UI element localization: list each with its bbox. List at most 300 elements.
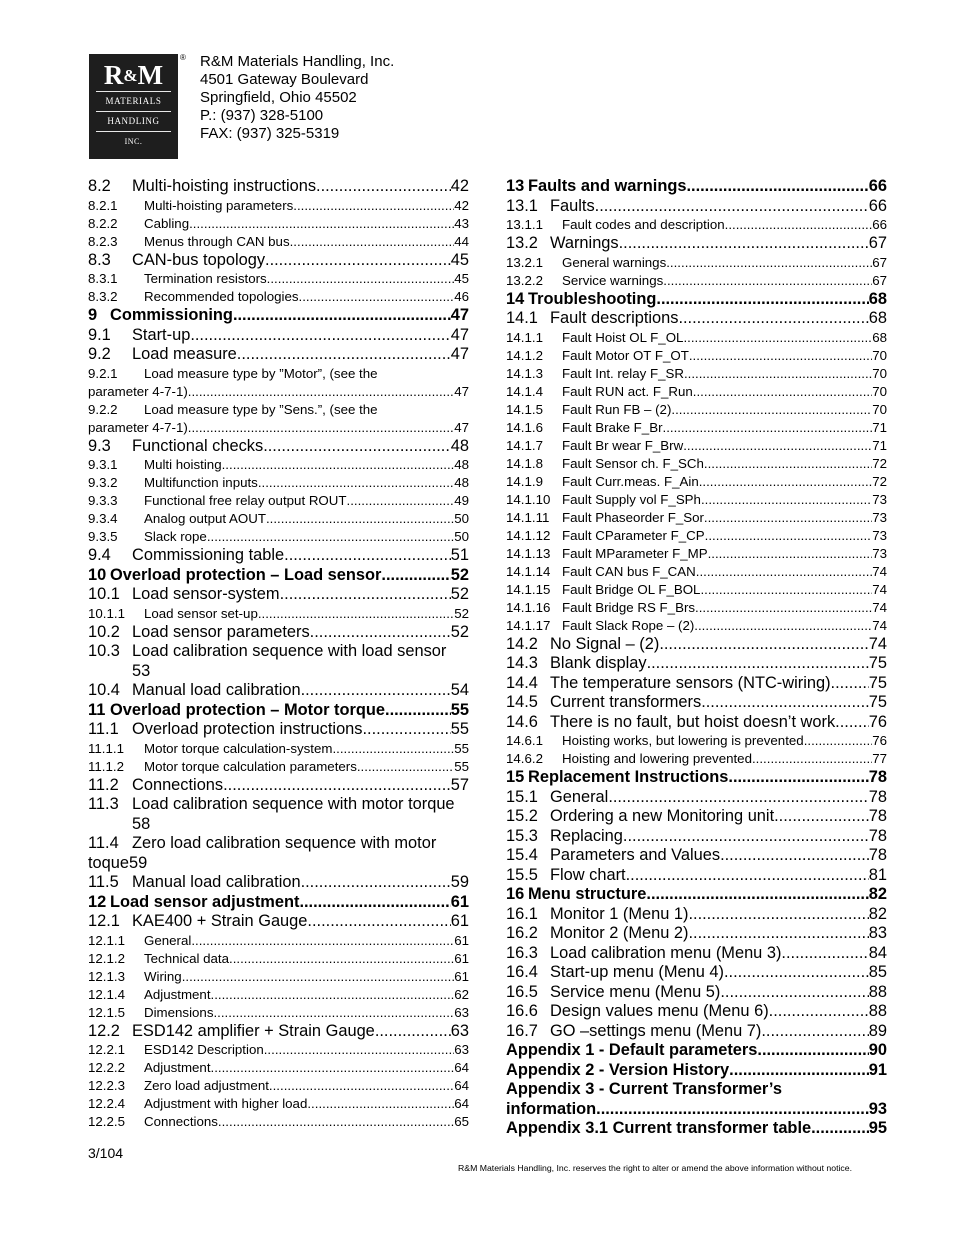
toc-page: 78 bbox=[868, 807, 887, 825]
toc-leader bbox=[188, 419, 454, 437]
toc-entry[interactable] bbox=[506, 635, 887, 655]
company-logo bbox=[89, 54, 178, 159]
toc-entry[interactable] bbox=[88, 605, 469, 623]
toc-number: 14.2 bbox=[506, 634, 538, 653]
toc-entry[interactable] bbox=[88, 1059, 469, 1077]
toc-entry[interactable] bbox=[88, 270, 469, 288]
toc-entry[interactable] bbox=[88, 950, 469, 968]
toc-page: 95 bbox=[868, 1119, 887, 1137]
toc-number: 14.1 bbox=[506, 309, 538, 327]
toc-entry[interactable] bbox=[506, 491, 887, 509]
toc-entry[interactable] bbox=[506, 197, 887, 217]
toc-number: 14.3 bbox=[506, 654, 538, 672]
toc-page: 83 bbox=[868, 924, 887, 942]
toc-entry[interactable] bbox=[506, 807, 887, 827]
toc-entry[interactable] bbox=[88, 510, 469, 528]
toc-entry-line bbox=[88, 401, 469, 419]
toc-number: 12.2.3 bbox=[88, 1078, 125, 1093]
toc-entry-line bbox=[88, 419, 469, 437]
toc-number: 12.1.5 bbox=[88, 1004, 125, 1020]
toc-leader bbox=[222, 456, 455, 474]
toc-page: 68 bbox=[872, 329, 887, 345]
toc-entry[interactable] bbox=[88, 306, 469, 326]
toc-number: 14.1.11 bbox=[506, 509, 550, 525]
toc-leader bbox=[757, 1041, 868, 1061]
toc-title: Adjustment bbox=[144, 1060, 211, 1075]
address-line: R&M Materials Handling, Inc. bbox=[200, 53, 395, 70]
toc-page: 74 bbox=[872, 617, 887, 633]
toc-number: 15.3 bbox=[506, 826, 538, 845]
toc-entry[interactable] bbox=[88, 1004, 469, 1022]
toc-page: 72 bbox=[872, 473, 887, 489]
toc-leader bbox=[357, 758, 454, 776]
toc-page: 90 bbox=[868, 1041, 887, 1059]
toc-title: Fault Bridge OL F_BOL bbox=[562, 581, 701, 597]
toc-entry[interactable] bbox=[88, 932, 469, 950]
toc-leader bbox=[267, 270, 455, 288]
toc-leader bbox=[211, 1059, 455, 1077]
toc-page: 88 bbox=[868, 982, 887, 1001]
toc-title: Wiring bbox=[144, 968, 182, 984]
toc-entry[interactable] bbox=[88, 566, 469, 586]
toc-entry[interactable] bbox=[88, 215, 469, 233]
toc-title: Fault Supply vol F_SPh bbox=[562, 491, 701, 507]
toc-page: 42 bbox=[450, 177, 469, 195]
toc-leader bbox=[831, 674, 869, 694]
toc-page: 53 bbox=[132, 661, 151, 680]
toc-entry[interactable] bbox=[88, 642, 469, 681]
toc-number: 9.3 bbox=[88, 436, 111, 455]
toc-page: 73 bbox=[872, 545, 887, 561]
toc-entry[interactable] bbox=[506, 177, 887, 197]
toc-title: Motor torque calculation-system bbox=[144, 740, 333, 756]
toc-page: 84 bbox=[868, 943, 887, 962]
toc-entry[interactable] bbox=[88, 1022, 469, 1042]
toc-leader bbox=[332, 740, 454, 758]
toc-page: 74 bbox=[872, 581, 887, 597]
toc-title: Troubleshooting bbox=[528, 289, 657, 308]
toc-entry[interactable] bbox=[506, 732, 887, 750]
toc-title: Multifunction inputs bbox=[144, 475, 258, 490]
toc-entry[interactable] bbox=[506, 846, 887, 866]
toc-entry-line bbox=[88, 795, 469, 815]
toc-page: 42 bbox=[454, 197, 469, 213]
toc-number: 16.1 bbox=[506, 904, 538, 923]
toc-entry[interactable] bbox=[88, 233, 469, 251]
toc-entry[interactable] bbox=[506, 1119, 887, 1139]
toc-entry[interactable] bbox=[88, 492, 469, 510]
toc-leader bbox=[659, 635, 868, 655]
toc-leader bbox=[804, 732, 873, 750]
toc-entry[interactable] bbox=[506, 1080, 887, 1119]
toc-entry[interactable] bbox=[88, 795, 469, 834]
toc-leader bbox=[258, 474, 454, 492]
toc-page: 70 bbox=[872, 383, 887, 399]
toc-leader bbox=[223, 776, 451, 796]
toc-leader bbox=[663, 272, 872, 290]
address-line: P.: (937) 328-5100 bbox=[200, 107, 324, 124]
toc-number: 12 bbox=[88, 892, 107, 911]
toc-number: 11.3 bbox=[88, 795, 119, 813]
toc-number: 9.2 bbox=[88, 345, 111, 363]
toc-entry[interactable] bbox=[506, 944, 887, 964]
toc-leader bbox=[280, 585, 451, 605]
toc-entry-line bbox=[88, 854, 469, 874]
toc-page: 59 bbox=[450, 873, 469, 891]
toc-title-cont: toque bbox=[88, 853, 130, 872]
toc-leader bbox=[284, 546, 451, 566]
toc-leader bbox=[689, 347, 872, 365]
toc-leader bbox=[619, 234, 869, 254]
toc-title: General warnings bbox=[562, 254, 667, 270]
toc-entry[interactable] bbox=[88, 326, 469, 346]
toc-entry[interactable] bbox=[506, 693, 887, 713]
toc-entry[interactable] bbox=[506, 827, 887, 847]
toc-page: 66 bbox=[872, 217, 887, 232]
toc-number: 11.1.1 bbox=[88, 740, 124, 756]
toc-number: 9 bbox=[88, 306, 98, 324]
toc-number: 15.5 bbox=[506, 865, 538, 884]
toc-title: Fault Run FB – (2) bbox=[562, 401, 672, 417]
toc-page: 51 bbox=[450, 546, 469, 564]
toc-entry[interactable] bbox=[506, 885, 887, 905]
toc-number: 14.1.4 bbox=[506, 383, 543, 399]
toc-number: 14.6.2 bbox=[506, 751, 543, 766]
toc-leader bbox=[385, 701, 451, 721]
toc-number: 9.3.2 bbox=[88, 475, 118, 490]
toc-number: 8.3.2 bbox=[88, 289, 118, 304]
toc-title: Parameters and Values bbox=[550, 846, 721, 864]
toc-entry-line bbox=[506, 1100, 887, 1120]
toc-leader bbox=[375, 1022, 451, 1042]
toc-entry[interactable] bbox=[506, 401, 887, 419]
toc-entry[interactable] bbox=[88, 968, 469, 986]
toc-title: Load sensor parameters bbox=[132, 622, 310, 641]
toc-entry[interactable] bbox=[506, 788, 887, 808]
toc-title: Replacing bbox=[550, 826, 623, 845]
toc-entry[interactable] bbox=[506, 617, 887, 635]
toc-left-column bbox=[88, 177, 469, 1131]
toc-entry[interactable] bbox=[506, 419, 887, 437]
toc-leader bbox=[781, 944, 868, 964]
toc-leader bbox=[623, 827, 869, 847]
toc-title: KAE400 + Strain Gauge bbox=[132, 912, 308, 930]
toc-entry[interactable] bbox=[506, 768, 887, 788]
toc-page: 77 bbox=[872, 751, 887, 766]
toc-entry[interactable] bbox=[506, 599, 887, 617]
toc-page: 65 bbox=[454, 1114, 469, 1129]
toc-entry[interactable] bbox=[506, 654, 887, 674]
toc-title: General bbox=[550, 787, 609, 806]
toc-leader bbox=[720, 846, 869, 866]
toc-title: Monitor 1 (Menu 1) bbox=[550, 904, 689, 923]
toc-page: 78 bbox=[868, 787, 887, 806]
toc-leader bbox=[233, 306, 451, 326]
toc-title: Technical data bbox=[144, 950, 230, 966]
toc-page: 58 bbox=[132, 814, 151, 833]
toc-leader bbox=[729, 1061, 869, 1081]
toc-number: 12.2.5 bbox=[88, 1114, 125, 1129]
toc-page: 82 bbox=[868, 904, 887, 923]
toc-title: Manual load calibration bbox=[132, 681, 301, 699]
toc-title: Warnings bbox=[550, 234, 619, 252]
toc-page: 52 bbox=[454, 605, 469, 621]
toc-leader bbox=[213, 1004, 454, 1022]
toc-page: 48 bbox=[454, 475, 469, 490]
toc-number: 11.1.2 bbox=[88, 758, 124, 774]
toc-number: 10.4 bbox=[88, 681, 120, 699]
toc-entry[interactable] bbox=[88, 701, 469, 721]
toc-leader bbox=[720, 983, 868, 1003]
toc-title: Functional free relay output ROUT bbox=[144, 493, 347, 508]
toc-page: 47 bbox=[450, 345, 469, 363]
toc-entry[interactable] bbox=[506, 1002, 887, 1022]
toc-leader bbox=[700, 581, 872, 599]
toc-page: 71 bbox=[872, 437, 887, 453]
toc-entry[interactable] bbox=[88, 912, 469, 932]
toc-page: 88 bbox=[868, 1002, 887, 1020]
toc-entry[interactable] bbox=[88, 681, 469, 701]
toc-entry[interactable] bbox=[506, 455, 887, 473]
toc-entry[interactable] bbox=[506, 1061, 887, 1081]
toc-number: 12.1.4 bbox=[88, 986, 125, 1002]
toc-entry[interactable] bbox=[506, 924, 887, 944]
toc-page: 55 bbox=[450, 700, 469, 719]
toc-title: Appendix 3 - Current Transformer’s bbox=[506, 1080, 782, 1098]
toc-title: Slack rope bbox=[144, 529, 207, 544]
toc-entry[interactable] bbox=[506, 713, 887, 733]
toc-entry[interactable] bbox=[88, 177, 469, 197]
toc-number: 14.1.17 bbox=[506, 617, 551, 633]
toc-entry[interactable] bbox=[88, 528, 469, 546]
toc-leader bbox=[835, 713, 869, 733]
toc-entry[interactable] bbox=[506, 905, 887, 925]
toc-entry[interactable] bbox=[506, 866, 887, 886]
toc-title: Overload protection – Motor torque bbox=[110, 700, 386, 719]
toc-entry[interactable] bbox=[506, 509, 887, 527]
toc-entry[interactable] bbox=[506, 254, 887, 272]
toc-entry[interactable] bbox=[506, 437, 887, 455]
toc-entry[interactable] bbox=[88, 288, 469, 306]
toc-entry[interactable] bbox=[88, 251, 469, 271]
toc-entry[interactable] bbox=[88, 873, 469, 893]
toc-number: 14.1.13 bbox=[506, 545, 551, 561]
toc-title: Fault codes and description bbox=[562, 217, 725, 232]
toc-title: Adjustment bbox=[144, 986, 211, 1002]
toc-entry[interactable] bbox=[506, 563, 887, 581]
toc-title: Commissioning bbox=[110, 306, 233, 324]
toc-leader bbox=[307, 912, 450, 932]
toc-entry[interactable] bbox=[506, 329, 887, 347]
toc-title: Overload protection – Load sensor bbox=[110, 565, 382, 584]
toc-entry[interactable] bbox=[506, 234, 887, 254]
toc-number: 11 bbox=[88, 700, 106, 719]
toc-title: Appendix 1 - Default parameters bbox=[506, 1041, 758, 1059]
toc-title: Fault Bridge RS F_Brs bbox=[562, 599, 696, 615]
toc-title: Blank display bbox=[550, 654, 647, 672]
toc-title: Fault descriptions bbox=[550, 309, 679, 327]
toc-number: 14.6.1 bbox=[506, 733, 543, 748]
toc-number: 16.4 bbox=[506, 963, 538, 981]
toc-title: Fault Phaseorder F_Sor bbox=[562, 509, 704, 525]
toc-leader bbox=[678, 309, 868, 329]
toc-number: 16.6 bbox=[506, 1002, 538, 1020]
toc-leader bbox=[190, 326, 450, 346]
toc-page: 74 bbox=[868, 634, 887, 653]
toc-right-column bbox=[506, 177, 887, 1139]
toc-leader bbox=[301, 873, 451, 893]
toc-leader bbox=[211, 986, 455, 1004]
toc-entry[interactable] bbox=[506, 545, 887, 563]
toc-page: 85 bbox=[868, 963, 887, 981]
toc-number: 14.1.12 bbox=[506, 527, 551, 543]
toc-entry[interactable] bbox=[506, 216, 887, 234]
toc-number: 10.1.1 bbox=[88, 605, 125, 621]
toc-leader bbox=[683, 329, 872, 347]
toc-entry[interactable] bbox=[88, 456, 469, 474]
toc-number: 11.1 bbox=[88, 720, 119, 738]
toc-entry[interactable] bbox=[506, 983, 887, 1003]
toc-title: Recommended topologies bbox=[144, 289, 299, 304]
toc-leader bbox=[774, 807, 869, 827]
toc-entry[interactable] bbox=[88, 623, 469, 643]
toc-title: Load sensor adjustment bbox=[110, 892, 300, 911]
toc-entry[interactable] bbox=[88, 474, 469, 492]
toc-number: 13.1.1 bbox=[506, 217, 543, 232]
address-line: Springfield, Ohio 45502 bbox=[200, 89, 357, 106]
toc-page: 61 bbox=[454, 968, 469, 984]
toc-entry[interactable] bbox=[88, 986, 469, 1004]
toc-page: 75 bbox=[868, 693, 887, 711]
toc-number: 14.5 bbox=[506, 693, 538, 711]
toc-page: 47 bbox=[454, 419, 469, 435]
toc-entry[interactable] bbox=[88, 1095, 469, 1113]
toc-entry[interactable] bbox=[88, 437, 469, 457]
toc-entry[interactable] bbox=[88, 1077, 469, 1095]
toc-entry[interactable] bbox=[88, 345, 469, 365]
toc-entry[interactable] bbox=[506, 527, 887, 545]
toc-title: Overload protection instructions bbox=[132, 720, 363, 738]
toc-title: Service warnings bbox=[562, 272, 664, 288]
toc-page: 70 bbox=[872, 401, 887, 417]
toc-number: 12.2.2 bbox=[88, 1060, 125, 1075]
toc-title: Multi-hoisting parameters bbox=[144, 197, 294, 213]
logo-line-inc: INC. bbox=[124, 137, 143, 146]
toc-entry[interactable] bbox=[506, 473, 887, 491]
toc-entry[interactable] bbox=[506, 674, 887, 694]
toc-entry[interactable] bbox=[506, 383, 887, 401]
toc-entry[interactable] bbox=[88, 758, 469, 776]
toc-page: 52 bbox=[450, 565, 469, 584]
toc-number: 15.4 bbox=[506, 846, 538, 864]
toc-page: 67 bbox=[872, 254, 887, 270]
toc-entry[interactable] bbox=[88, 776, 469, 796]
toc-title: Fault Motor OT F_OT bbox=[562, 347, 689, 363]
toc-title: Load measure type by ”Motor”, (see the bbox=[144, 365, 378, 381]
toc-entry[interactable] bbox=[88, 585, 469, 605]
toc-entry[interactable] bbox=[88, 401, 469, 437]
toc-page: 48 bbox=[450, 436, 469, 455]
toc-entry[interactable] bbox=[506, 309, 887, 329]
toc-leader bbox=[269, 1077, 454, 1095]
toc-entry[interactable] bbox=[506, 347, 887, 365]
toc-page: 55 bbox=[454, 740, 469, 756]
toc-entry[interactable] bbox=[506, 963, 887, 983]
toc-title: Ordering a new Monitoring unit bbox=[550, 807, 775, 825]
toc-entry[interactable] bbox=[88, 365, 469, 401]
toc-entry[interactable] bbox=[88, 1041, 469, 1059]
toc-number: 10 bbox=[88, 565, 107, 584]
toc-page: 75 bbox=[868, 673, 887, 692]
toc-number: 8.3.1 bbox=[88, 271, 118, 286]
toc-entry[interactable] bbox=[506, 581, 887, 599]
toc-number: 16.7 bbox=[506, 1021, 538, 1040]
toc-page: 67 bbox=[872, 272, 887, 288]
toc-title: Cabling bbox=[144, 215, 190, 231]
toc-leader bbox=[316, 177, 451, 197]
toc-title: Fault Curr.meas. F_Ain bbox=[562, 473, 699, 489]
toc-page: 45 bbox=[454, 271, 469, 286]
toc-leader bbox=[724, 963, 869, 983]
toc-page: 61 bbox=[450, 912, 469, 930]
toc-entry[interactable] bbox=[88, 834, 469, 873]
toc-number: 14.4 bbox=[506, 673, 538, 692]
address-line: 4501 Gateway Boulevard bbox=[200, 71, 369, 88]
toc-page: 47 bbox=[450, 325, 469, 344]
toc-page: 89 bbox=[868, 1021, 887, 1040]
toc-number: 11.5 bbox=[88, 873, 119, 891]
toc-leader bbox=[705, 527, 873, 545]
toc-entry[interactable] bbox=[88, 893, 469, 913]
toc-page: 72 bbox=[872, 455, 887, 471]
toc-entry[interactable] bbox=[88, 720, 469, 740]
toc-entry[interactable] bbox=[88, 197, 469, 215]
toc-entry[interactable] bbox=[506, 365, 887, 383]
toc-entry[interactable] bbox=[506, 290, 887, 310]
toc-leader bbox=[293, 197, 454, 215]
toc-page: 52 bbox=[450, 585, 469, 603]
toc-number: 10.3 bbox=[88, 642, 120, 660]
toc-entry[interactable] bbox=[88, 740, 469, 758]
toc-number: 14 bbox=[506, 289, 525, 308]
toc-page: 49 bbox=[454, 493, 469, 508]
toc-number: 12.2.1 bbox=[88, 1042, 125, 1057]
toc-entry[interactable] bbox=[506, 1041, 887, 1061]
toc-entry[interactable] bbox=[506, 272, 887, 290]
address-line: FAX: (937) 325-5319 bbox=[200, 125, 340, 142]
toc-title: Fault CAN bus F_CAN bbox=[562, 563, 696, 579]
toc-entry[interactable] bbox=[88, 1113, 469, 1131]
toc-number: 10.1 bbox=[88, 585, 120, 603]
toc-number: 8.2.1 bbox=[88, 197, 118, 213]
toc-page: 54 bbox=[450, 681, 469, 699]
toc-title: ESD142 amplifier + Strain Gauge bbox=[132, 1021, 375, 1040]
toc-page: 64 bbox=[454, 1060, 469, 1075]
toc-page: 64 bbox=[454, 1078, 469, 1093]
toc-page: 75 bbox=[868, 654, 887, 672]
toc-entry[interactable] bbox=[506, 750, 887, 768]
toc-title: Adjustment with higher load bbox=[144, 1096, 308, 1111]
toc-entry-line bbox=[506, 1080, 887, 1100]
toc-leader bbox=[688, 924, 868, 944]
toc-page: 64 bbox=[454, 1096, 469, 1111]
toc-entry[interactable] bbox=[506, 1022, 887, 1042]
toc-page: 55 bbox=[454, 758, 469, 774]
toc-number: 16 bbox=[506, 885, 525, 903]
toc-entry[interactable] bbox=[88, 546, 469, 566]
toc-leader bbox=[684, 365, 872, 383]
toc-leader bbox=[596, 1100, 869, 1120]
